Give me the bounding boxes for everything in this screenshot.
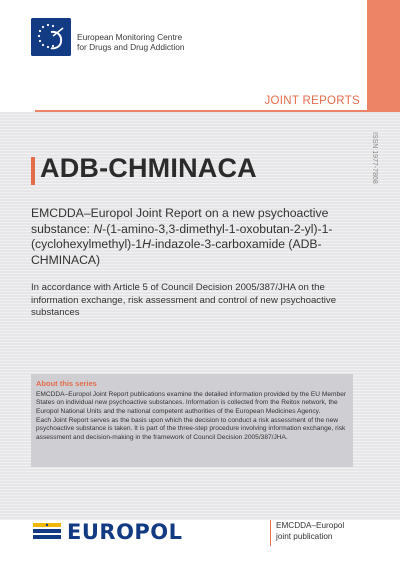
joint-publication-label <box>276 521 344 542</box>
org-line-1: European Monitoring Centre <box>77 32 183 42</box>
orange-side-band <box>367 0 400 110</box>
europol-wordmark: EUROPOL <box>67 520 183 544</box>
title-accent-bar <box>31 157 35 185</box>
about-series-paragraph-1: EMCDDA–Europol Joint Report publications examine the detailed information provided by the EU Member States on individual new psychoactive substances. Information is collected from the Reitox network, the Europol National Units and the national competent authorities of the European Medicines Agency. <box>36 391 347 415</box>
about-series-paragraph-2: Each Joint Report serves as the basis upon which the decision to conduct a risk assessment of the new psychoactive substance is taken. It is part of the three-step procedure involving information exchange, risk assessment and decision-making in the framework of Council Decision 2005/387/JHA. <box>36 417 346 441</box>
europol-logo-icon <box>31 521 63 543</box>
page-title: ADB-CHMINACA <box>40 153 257 183</box>
report-subtitle <box>31 206 361 268</box>
subtitle-part-1: EMCDDA–Europol Joint Report on a new psychoactive substance: <box>31 206 329 236</box>
issn-number: ISSN 1977-7868 <box>371 132 378 184</box>
subtitle-part-2: -(1-amino-3,3-dimethyl-1-oxobutan-2-yl)-1-(cyclohexylmethyl)-1 <box>31 221 333 251</box>
subtitle-part-3: -indazole-3-carboxamide (ADB-CHMINACA) <box>31 237 322 267</box>
europol-logo <box>31 521 183 543</box>
subtitle-italic-2: H <box>142 237 151 251</box>
about-series-title: About this series <box>36 379 97 388</box>
emcdda-org-name <box>77 32 185 52</box>
about-series-box <box>31 374 353 467</box>
series-label: JOINT REPORTS <box>264 95 360 107</box>
footer-divider <box>270 520 271 546</box>
emcdda-logo-icon <box>31 18 71 56</box>
legal-basis-text: In accordance with Article 5 of Council Decision 2005/387/JHA on the information exchange, risk assessment and control of new psychoactive substances <box>31 282 337 318</box>
subtitle-italic-1: N <box>93 221 103 236</box>
org-line-2: for Drugs and Drug Addiction <box>77 42 185 52</box>
publication-line-1: EMCDDA–Europol <box>276 521 345 530</box>
publication-line-2: joint publication <box>276 531 333 541</box>
